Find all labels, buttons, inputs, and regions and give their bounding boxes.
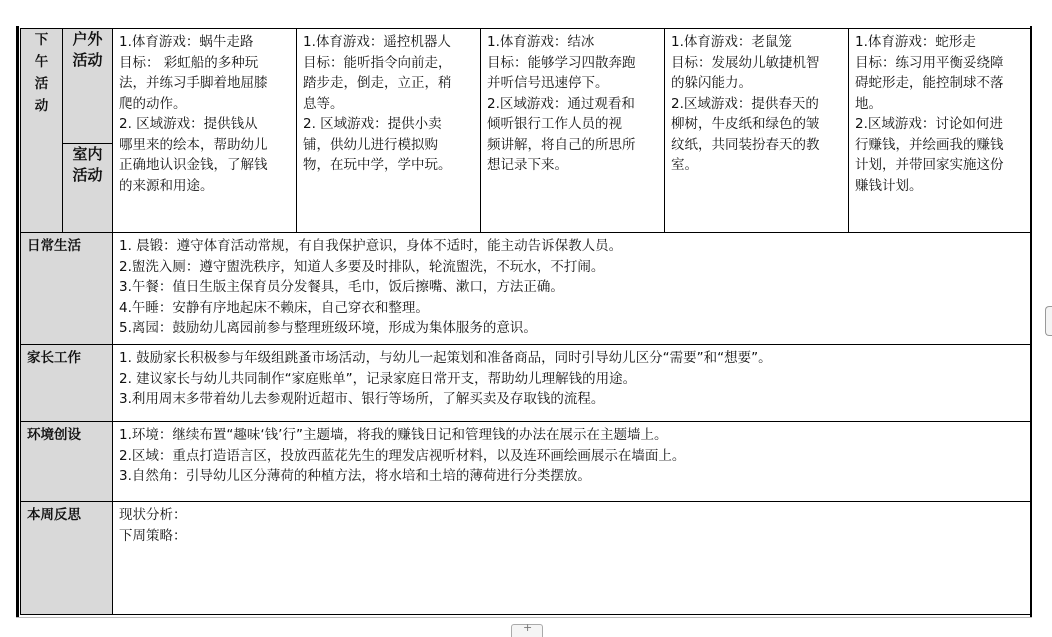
activity-line: 频讲解，将自己的所思所 — [487, 136, 636, 153]
activity-line: 的来源和用途。 — [119, 177, 214, 194]
activity-line: 的躲闪能力。 — [671, 75, 752, 91]
activity-line: 法，并练习手脚着地屈膝 — [119, 75, 268, 91]
activity-line: 息等。 — [303, 95, 344, 112]
activity-line: 碍蛇形走，能控制球不落 — [855, 75, 1004, 91]
activity-line: 室。 — [671, 157, 698, 173]
activity-line: 赚钱计划。 — [855, 177, 923, 194]
outdoor-activities-header: 户外 活动 — [63, 29, 113, 144]
daily-line: 5.离园：鼓励幼儿离园前参与整理班级环境，形成为集体服务的意识。 — [119, 320, 537, 336]
daily-line: 4.午睡：安静有序地起床不赖床，自己穿衣和整理。 — [119, 299, 429, 316]
side-scroll-handle[interactable] — [1045, 306, 1052, 336]
activity-line: 地。 — [855, 95, 882, 112]
parent-work-header: 家长工作 — [21, 345, 113, 422]
daily-life-content — [113, 233, 1031, 345]
afternoon-label-char: 活 — [34, 76, 49, 92]
activity-line: 想记录下来。 — [487, 157, 568, 173]
activity-line: 踏步走，倒走，立正，稍 — [303, 75, 452, 91]
activity-line: 2. 区域游戏：提供小卖 — [303, 116, 442, 132]
indoor-activities-header: 室内 活动 — [63, 144, 113, 233]
afternoon-outdoor-row — [21, 29, 1031, 144]
activity-line: 1.体育游戏：蜗牛走路 — [119, 34, 254, 50]
activity-line: 2. 区域游戏：提供钱从 — [119, 116, 258, 132]
environment-header: 环境创设 — [21, 422, 113, 502]
afternoon-day-5-cell — [849, 29, 1031, 233]
daily-life-header: 日常生活 — [21, 233, 113, 345]
activity-line: 爬的动作。 — [119, 95, 187, 112]
daily-life-row — [21, 233, 1031, 345]
parents-line: 1. 鼓励家长积极参与年级组跳蚤市场活动，与幼儿一起策划和准备商品，同时引导幼儿区分“需要”和“想要”。 — [119, 350, 772, 366]
activity-line: 柳树，牛皮纸和绿色的皱 — [671, 116, 820, 132]
reflection-row — [21, 502, 1031, 615]
activity-line: 1.体育游戏：结冰 — [487, 34, 595, 50]
activity-line: 1.体育游戏：老鼠笼 — [671, 34, 792, 50]
activity-line: 纹纸，共同装扮春天的教 — [671, 136, 820, 153]
activity-line: 目标：发展幼儿敏捷机智 — [671, 54, 820, 71]
environment-line: 3.自然角：引导幼儿区分薄荷的种植方法，将水培和土培的薄荷进行分类摆放。 — [119, 468, 591, 484]
activity-line: 并听信号迅速停下。 — [487, 75, 609, 91]
environment-content — [113, 422, 1031, 502]
afternoon-label-char: 午 — [34, 54, 49, 70]
weekly-plan-table — [20, 28, 1031, 615]
daily-line: 3.午餐：值日生版主保育员分发餐具，毛巾，饭后擦嘴、漱口，方法正确。 — [119, 279, 564, 295]
parents-line: 3.利用周末多带着幼儿去参观附近超市、银行等场所，了解买卖及存取钱的流程。 — [119, 391, 605, 407]
reflection-line: 现状分析： — [119, 507, 187, 523]
activity-line: 2.区域游戏：讨论如何进 — [855, 116, 1003, 132]
activity-line: 物，在玩中学，学中玩。 — [303, 157, 452, 173]
activity-line: 倾听银行工作人员的视 — [487, 116, 622, 132]
reflection-content — [113, 502, 1031, 615]
reflection-header: 本周反思 — [21, 502, 113, 615]
activity-line: 目标：能够学习四散奔跑 — [487, 54, 636, 71]
afternoon-day-2-cell — [297, 29, 481, 233]
afternoon-day-4-cell — [665, 29, 849, 233]
activity-line: 哪里来的绘本，帮助幼儿 — [119, 136, 268, 153]
afternoon-day-3-cell — [481, 29, 665, 233]
page-bottom-edge — [16, 617, 1032, 618]
activity-line: 铺，供幼儿进行模拟购 — [303, 136, 438, 153]
activity-line: 计划，并带回家实施这份 — [855, 157, 1004, 173]
parent-work-content — [113, 345, 1031, 422]
add-page-button[interactable] — [511, 624, 543, 637]
activity-line: 1.体育游戏：遥控机器人 — [303, 34, 451, 50]
activity-line: 行赚钱，并绘画我的赚钱 — [855, 136, 1004, 153]
activity-line: 2.区域游戏：通过观看和 — [487, 95, 635, 112]
afternoon-activities-header — [21, 29, 63, 233]
reflection-line: 下周策略： — [119, 527, 187, 544]
environment-row — [21, 422, 1031, 502]
activity-line: 目标：练习用平衡妥绕障 — [855, 54, 1004, 71]
environment-line: 2.区域：重点打造语言区，投放西蓝花先生的理发店视听材料，以及连环画绘画展示在墙面上。 — [119, 447, 686, 464]
environment-line: 1.环境：继续布置“趣味‘钱’行”主题墙，将我的赚钱日记和管理钱的办法在展示在主题墙上。 — [119, 427, 668, 443]
activity-line: 2.区域游戏：提供春天的 — [671, 95, 819, 112]
parent-work-row — [21, 345, 1031, 422]
parents-line: 2. 建议家长与幼儿共同制作“家庭账单”，记录家庭日常开支，帮助幼儿理解钱的用途。 — [119, 370, 637, 387]
activity-line: 目标： 彩虹船的多种玩 — [119, 54, 259, 71]
afternoon-label-char: 动 — [34, 98, 49, 114]
afternoon-day-1-cell — [113, 29, 297, 233]
activity-line: 正确地认识金钱，了解钱 — [119, 157, 268, 173]
afternoon-label-char: 下 — [34, 32, 49, 48]
activity-line: 目标：能听指令向前走， — [303, 54, 452, 71]
daily-line: 1. 晨锻：遵守体育活动常规，有自我保护意识，身体不适时，能主动告诉保教人员。 — [119, 238, 623, 254]
activity-line: 1.体育游戏：蛇形走 — [855, 34, 976, 50]
daily-line: 2.盥洗入厕：遵守盥洗秩序，知道人多要及时排队，轮流盥洗，不玩水，不打闹。 — [119, 258, 605, 275]
